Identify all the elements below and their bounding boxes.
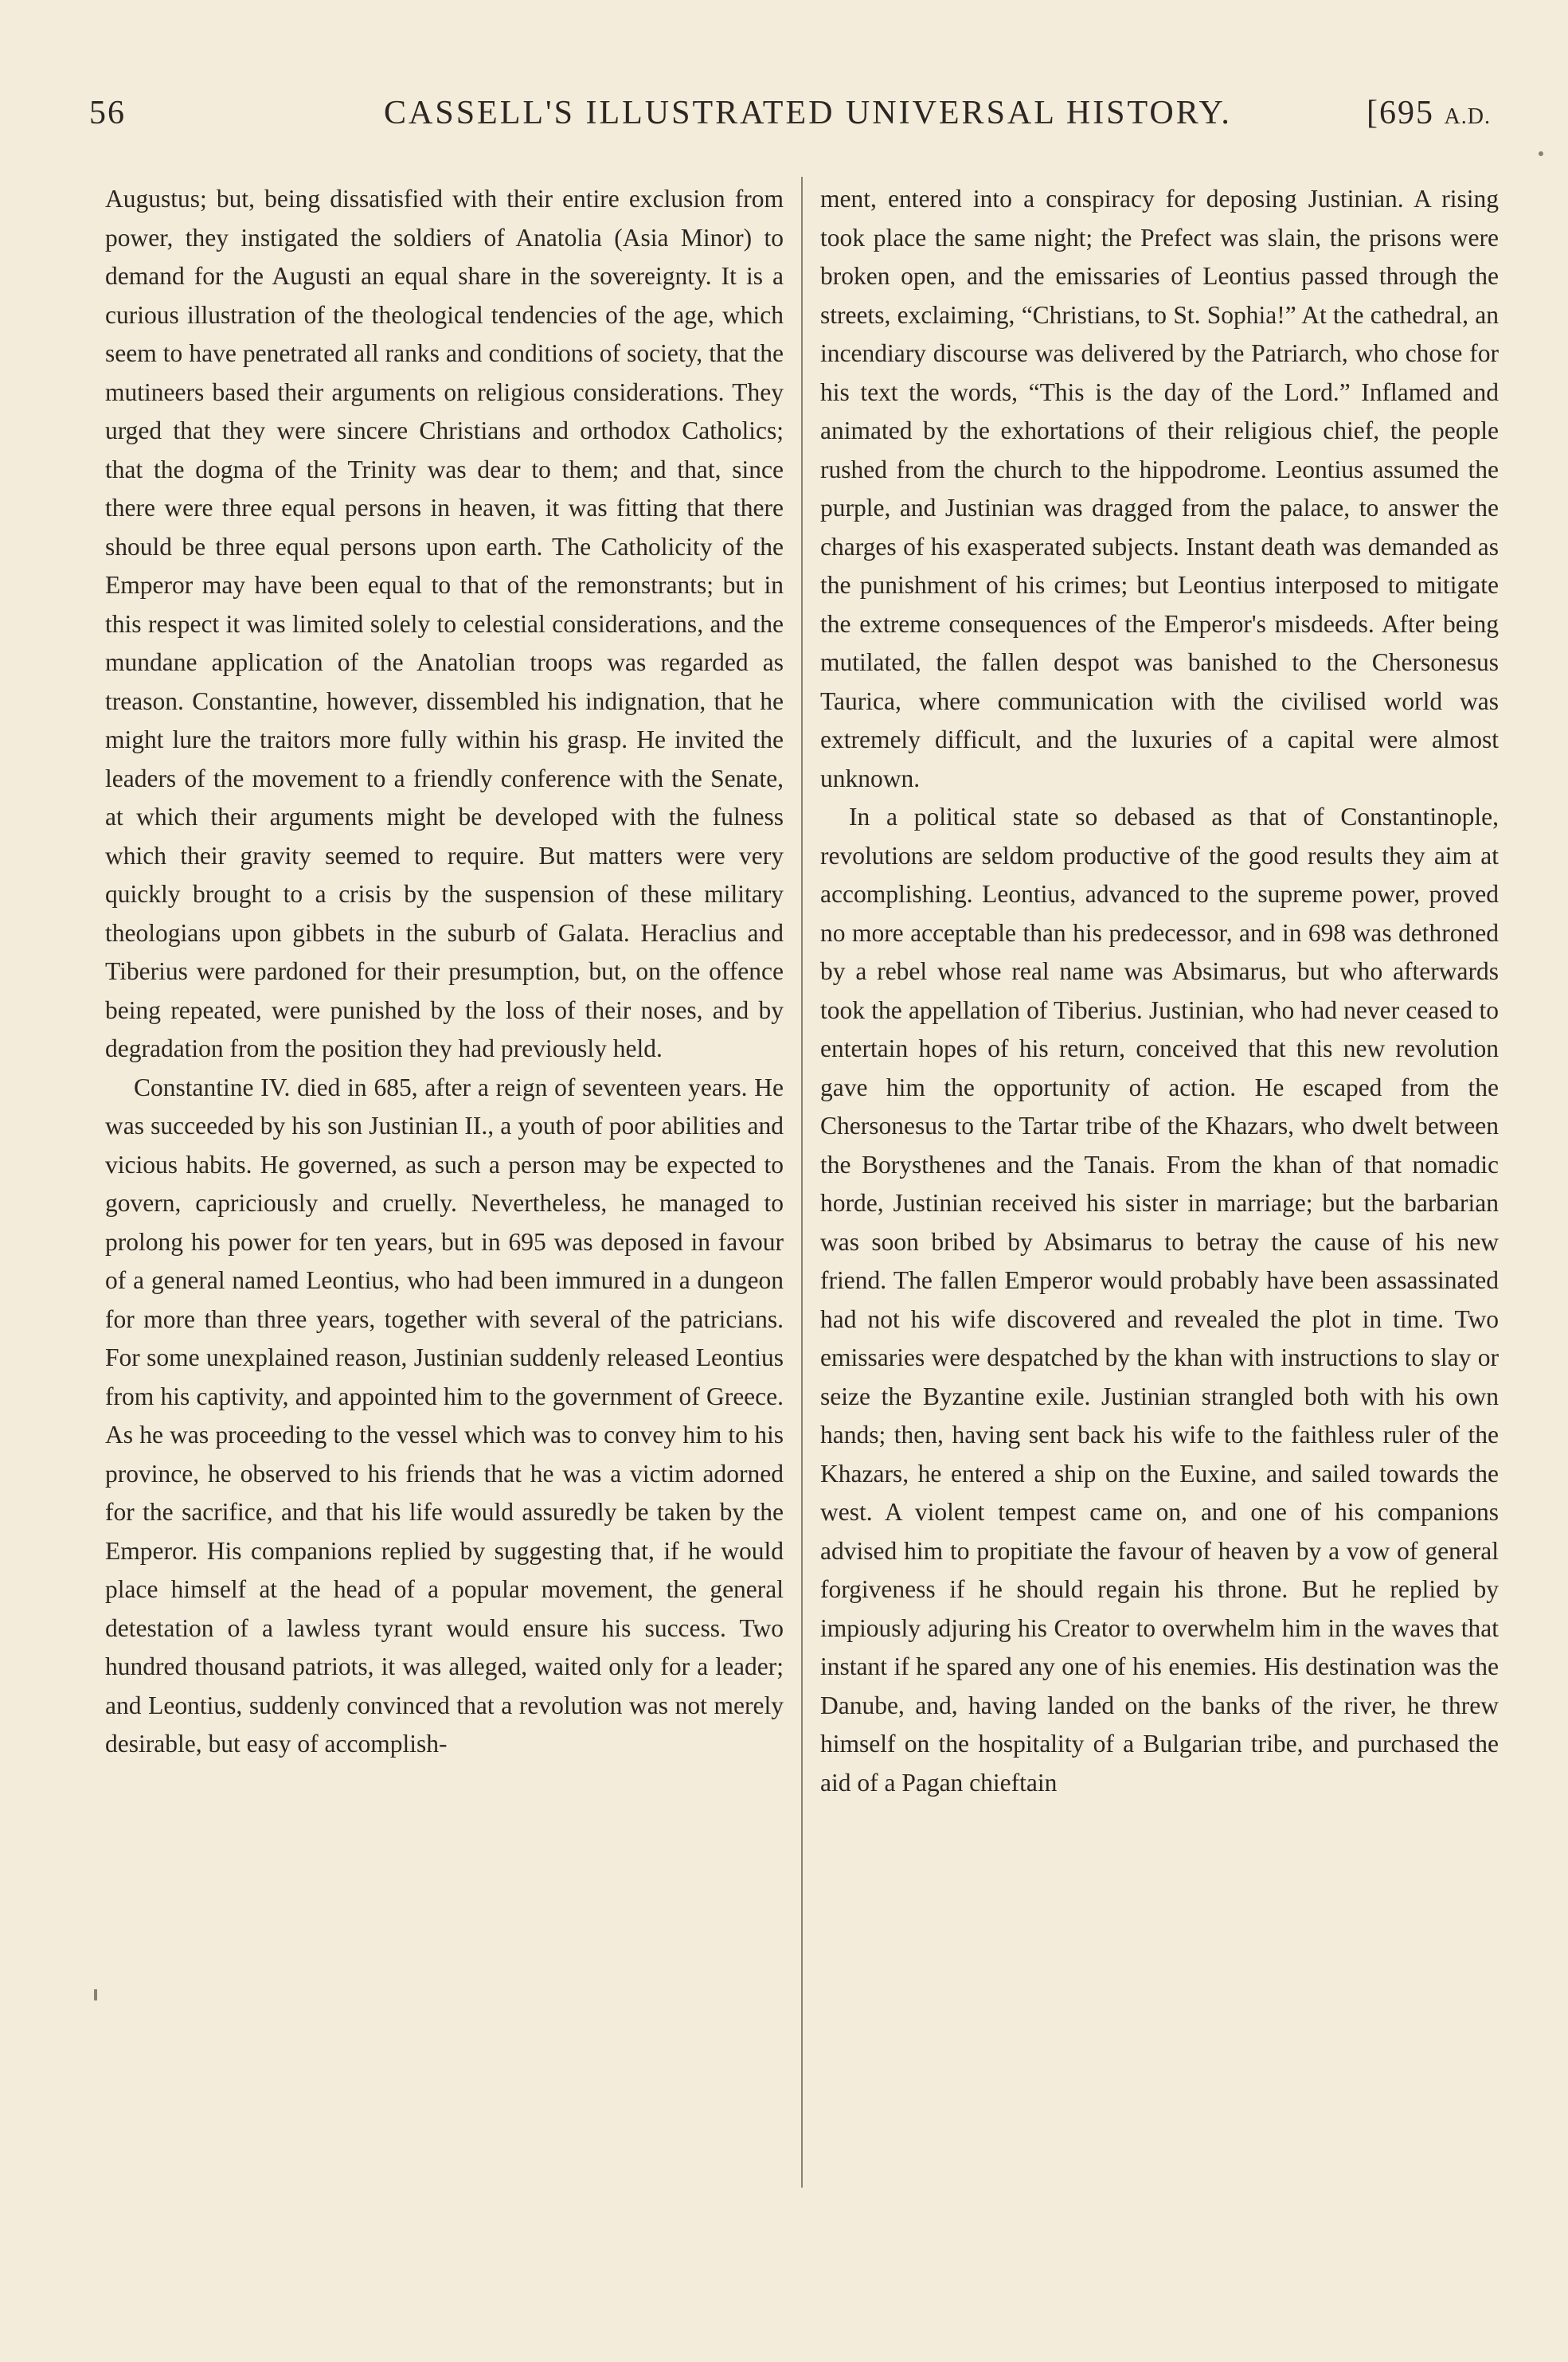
right-paragraph-1: ment, entered into a conspiracy for deposing Justinian. A rising took place the same night; the Prefect was slain, the prisons were broken open, and the emissaries of Leontius passed through the streets, exclaiming, “Christians, to St. Sophia!” At the cathedral, an incendiary discourse was delivered by the Patriarch, who chose for his text the words, “This is the day of the Lord.” Inflamed and animated by the exhortations of their religious chief, the people rushed from the church to the hippodrome. Leontius assumed the purple, and Justinian was dragged from the palace, to answer the charges of his exasperated subjects. Instant death was demanded as the punishment of his crimes; but Leontius interposed to mitigate the extreme consequences of the Emperor's misdeeds. After being mutilated, the fallen despot was banished to the Chersonesus Taurica, where communication with the civilised world was extremely difficult, and the luxuries of a capital were almost unknown. xyxy=(820,185,1499,792)
left-column xyxy=(105,180,784,1764)
page-number: 56 xyxy=(89,95,126,131)
date-reference xyxy=(1367,94,1491,132)
running-title: CASSELL'S ILLUSTRATED UNIVERSAL HISTORY. xyxy=(384,95,1232,131)
page-header xyxy=(89,94,1491,142)
date-year: [695 xyxy=(1367,95,1435,131)
left-paragraph-2: Constantine IV. died in 685, after a reign of seventeen years. He was succeeded by his son Justinian II., a youth of poor abilities and vicious habits. He governed, as such a person may be expected to govern, capriciously and cruelly. Nevertheless, he managed to prolong his power for ten years, but in 695 was deposed in favour of a general named Leontius, who had been immured in a dungeon for more than three years, together with several of the patricians. For some unexplained reason, Justinian suddenly released Leontius from his captivity, and appointed him to the government of Greece. As he was proceeding to the vessel which was to convey him to his province, he observed to his friends that he was a victim adorned for the sacrifice, and that his life would assuredly be taken by the Emperor. His companions replied by suggesting that, if he would place himself at the head of a popular movement, the general detestation of a lawless tyrant would ensure his success. Two hundred thousand patriots, it was alleged, waited only for a leader; and Leontius, suddenly convinced that a revolution was not merely desirable, but easy of accomplish- xyxy=(105,1073,784,1758)
right-paragraph-2: In a political state so debased as that of Constantinople, revolutions are seldom productive of the good results they aim at accomplishing. Leontius, advanced to the supreme power, proved no more acceptable than his predecessor, and in 698 was dethroned by a rebel whose real name was Absimarus, but who afterwards took the appellation of Tiberius. Justinian, who had never ceased to entertain hopes of his return, conceived that this new revolution gave him the opportunity of action. He escaped from the Chersonesus to the Tartar tribe of the Khazars, who dwelt between the Borysthenes and the Tanais. From the khan of that nomadic horde, Justinian received his sister in marriage; but the barbarian was soon bribed by Absimarus to betray the cause of his new friend. The fallen Emperor would probably have been assassinated had not his wife discovered and revealed the plot in time. Two emissaries were despatched by the khan with instructions to slay or seize the Byzantine exile. Justinian strangled both with his own hands; then, having sent back his wife to the faithless ruler of the Khazars, he entered a ship on the Euxine, and sailed towards the west. A violent tempest came on, and one of his companions advised him to propitiate the favour of heaven by a vow of general forgiveness if he should regain his throne. But he replied by impiously adjuring his Creator to overwhelm him in the waves that instant if he spared any one of his enemies. His destination was the Danube, and, having landed on the banks of the river, he threw himself on the hospitality of a Bulgarian tribe, and purchased the aid of a Pagan chieftain xyxy=(820,803,1499,1797)
left-paragraph-1: Augustus; but, being dissatisfied with their entire exclusion from power, they instigated the soldiers of Anatolia (Asia Minor) to demand for the Augusti an equal share in the sovereignty. It is a curious illustration of the theological tendencies of the age, which seem to have penetrated all ranks and conditions of society, that the mutineers based their arguments on religious considerations. They urged that they were sincere Christians and orthodox Catholics; that the dogma of the Trinity was dear to them; and that, since there were three equal persons in heaven, it was fitting that there should be three equal persons upon earth. The Catholicity of the Emperor may have been equal to that of the remonstrants; but in this respect it was limited solely to celestial considerations, and the mundane application of the Anatolian troops was regarded as treason. Constantine, however, dissembled his indignation, that he might lure the traitors more fully within his grasp. He invited the leaders of the movement to a friendly conference with the Senate, at which their arguments might be developed with the fulness which their gravity seemed to require. But matters were very quickly brought to a crisis by the suspension of these military theologians upon gibbets in the suburb of Galata. Heraclius and Tiberius were pardoned for their presumption, but, on the offence being repeated, were punished by the loss of their noses, and by degradation from the position they had previously held. xyxy=(105,185,784,1062)
right-column xyxy=(820,180,1499,1802)
margin-mark xyxy=(94,1989,97,2000)
column-divider xyxy=(801,177,803,2188)
corner-mark xyxy=(1539,151,1543,156)
date-suffix: A.D. xyxy=(1444,104,1491,129)
